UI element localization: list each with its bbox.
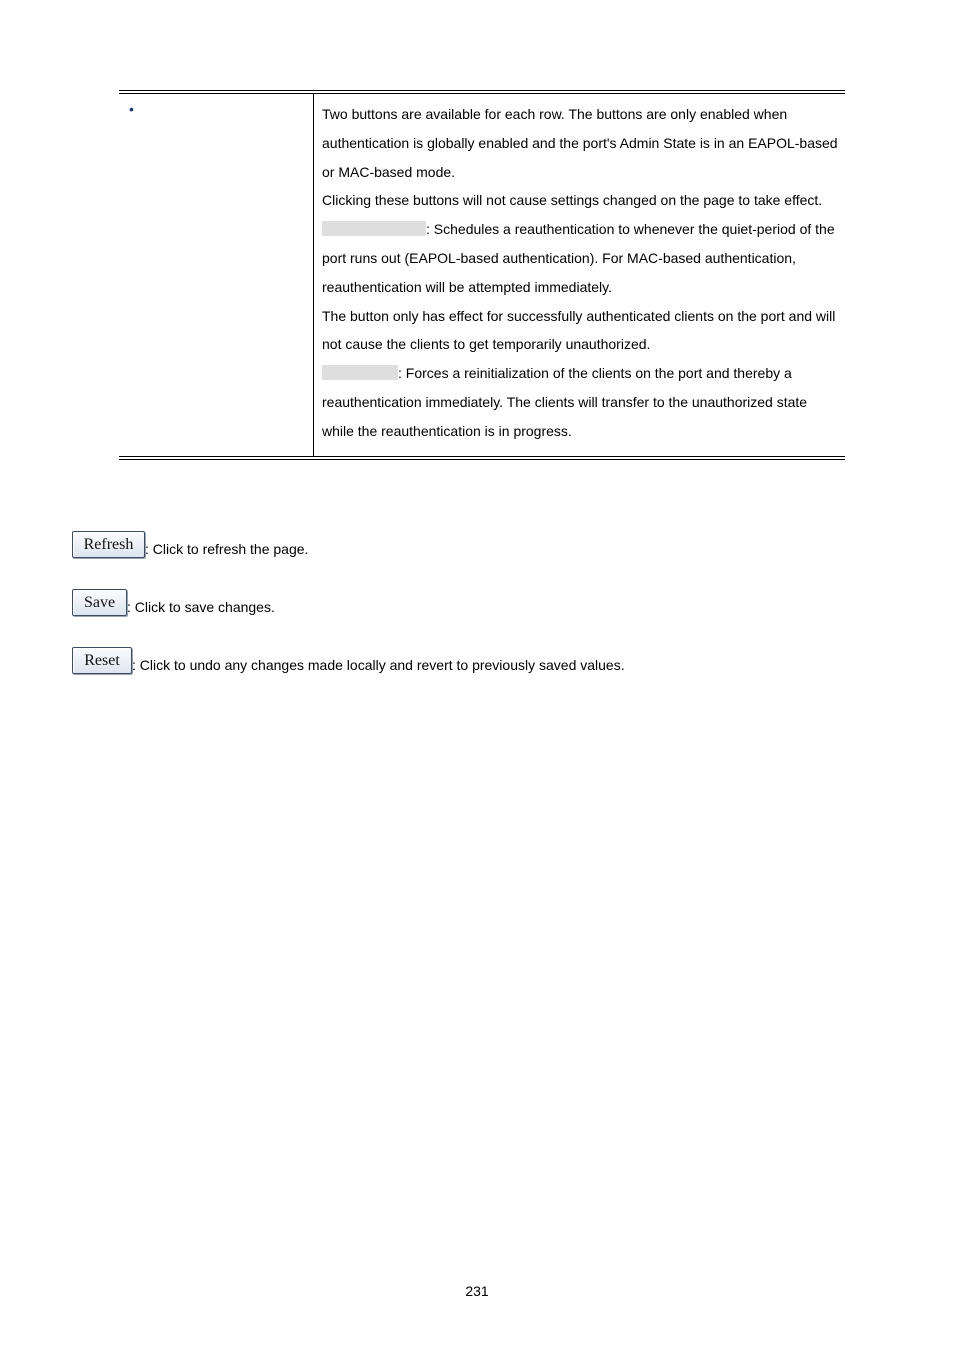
table-bottom-rule (119, 456, 845, 457)
table-bottom-rule-inner (119, 459, 845, 460)
reauthenticate-button-image (322, 221, 426, 236)
reinitialize-button-image (322, 365, 398, 380)
description-paragraph: Two buttons are available for each row. The buttons are only enabled when authentication is globally enabled and the port's Admin State is in an EAPOL-based or MAC-based mode. (322, 106, 838, 180)
parameter-table (119, 90, 845, 460)
description-paragraph: The button only has effect for successfully authenticated clients on the port and will not cause the clients to get temporarily unauthorized. (322, 307, 836, 353)
table-top-rule-inner (119, 93, 845, 94)
save-row (72, 589, 275, 616)
reinitialize-text: : Forces a reinitialization of the clients on the port and thereby a reauthentication immediately. The clients will transfer to the unauthorized state while the reauthentication is in progress. (322, 365, 808, 439)
description-cell (322, 100, 842, 446)
reset-button[interactable]: Reset (72, 647, 132, 674)
refresh-button[interactable]: Refresh (72, 531, 145, 558)
refresh-row (72, 531, 308, 558)
reinitialize-description (322, 359, 842, 445)
save-description: : Click to save changes. (127, 599, 275, 615)
reauthenticate-description (322, 215, 842, 301)
reauthenticate-text: : Schedules a reauthentication to whenever the quiet-period of the port runs out (EAPOL-based authentication). For MAC-based authentication, reauthentication will be attempted immediately. (322, 221, 835, 295)
table-top-rule (119, 90, 845, 91)
reset-row (72, 647, 625, 674)
bullet-icon: • (129, 101, 134, 117)
page-number: 231 (465, 1283, 489, 1299)
column-divider (313, 94, 314, 456)
reset-description: : Click to undo any changes made locally and revert to previously saved values. (132, 657, 625, 673)
refresh-description: : Click to refresh the page. (145, 541, 309, 557)
save-button[interactable]: Save (72, 589, 127, 616)
description-paragraph: Clicking these buttons will not cause settings changed on the page to take effect. (322, 192, 823, 209)
